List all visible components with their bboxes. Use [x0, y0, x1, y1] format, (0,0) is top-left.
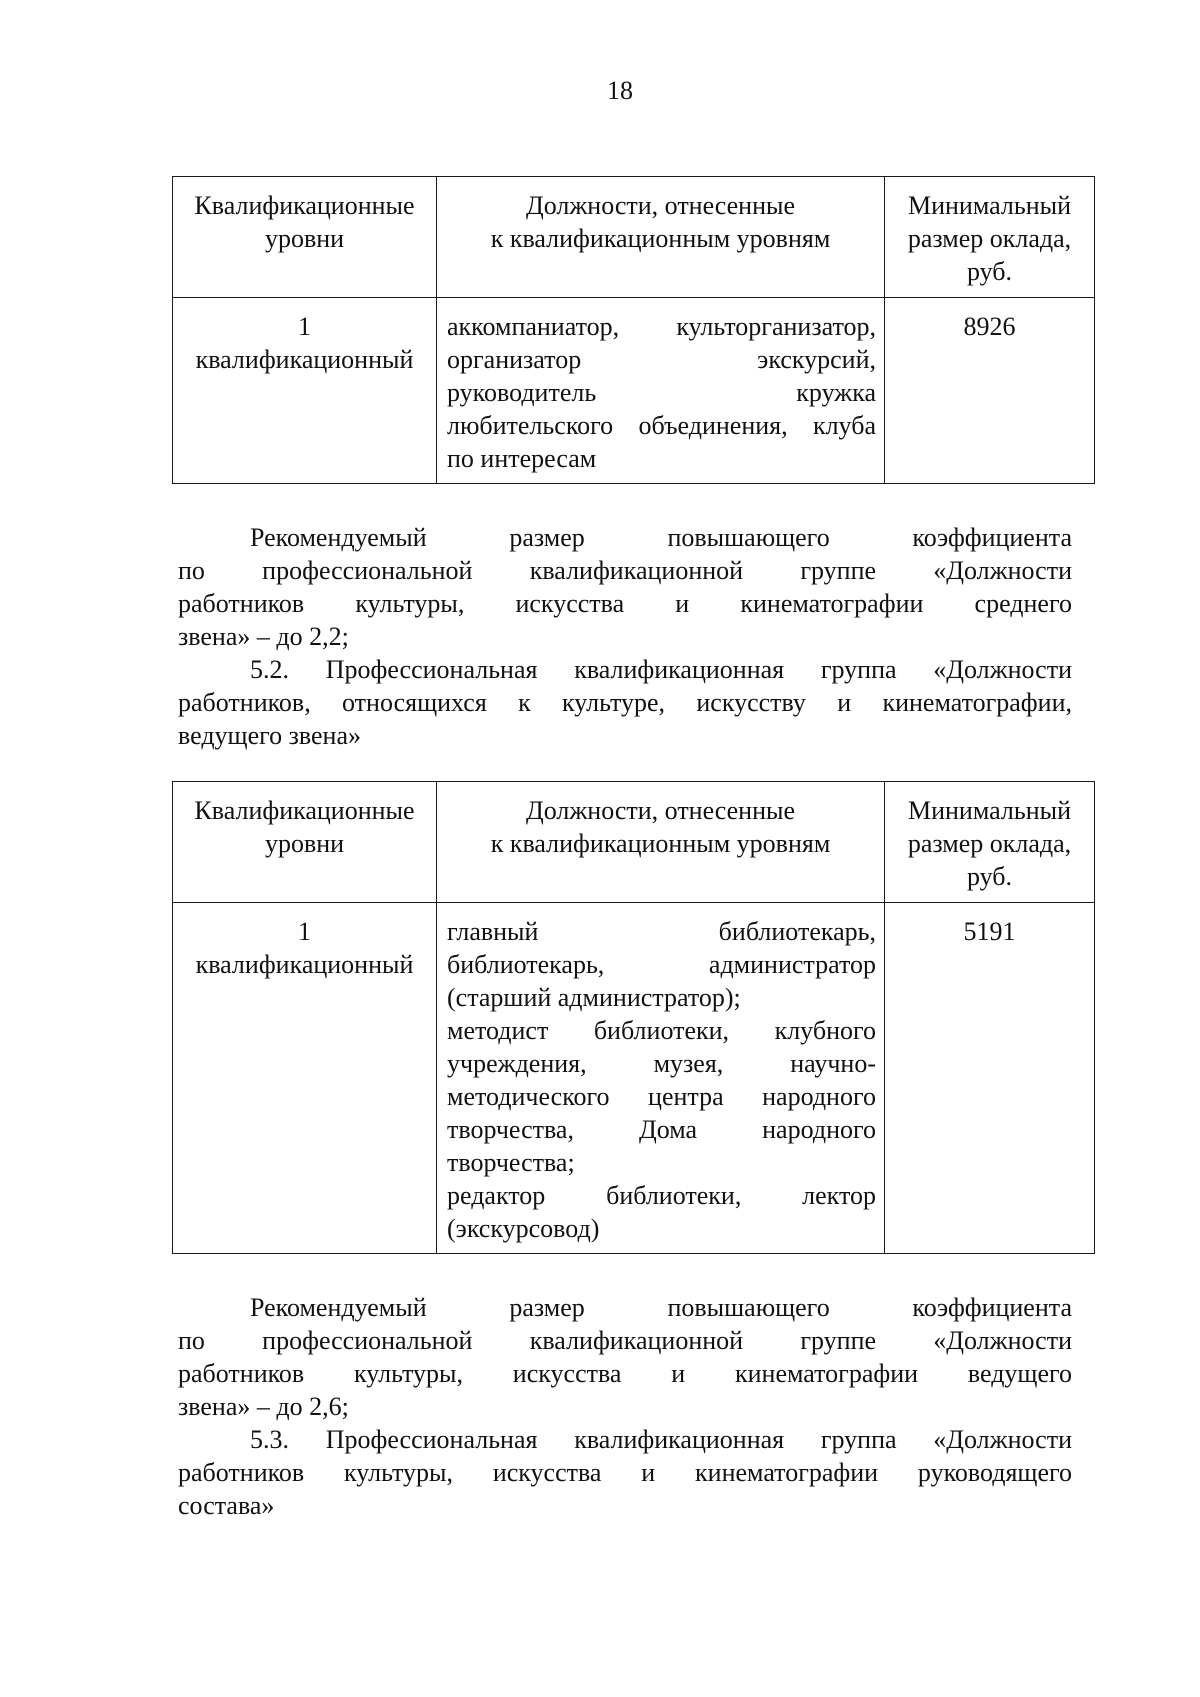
paragraph-line: Рекомендуемый размер повышающего коэффициента [250, 1293, 1072, 1322]
header-levels [173, 177, 437, 298]
paragraph-line: работников, относящихся к культуре, искусству и кинематографии, [178, 688, 1072, 717]
position-line: (экскурсовод) [447, 1214, 600, 1243]
header-salary-line: размер оклада, [907, 829, 1072, 858]
header-levels-line: Квалификационные [194, 796, 415, 825]
table-row [173, 298, 1095, 484]
header-levels-line: уровни [264, 829, 345, 858]
level-label: квалификационный [195, 950, 414, 979]
header-positions [437, 177, 885, 298]
header-salary-line: руб. [966, 862, 1013, 891]
section-5-2-heading [178, 653, 1072, 752]
header-levels-line: уровни [264, 224, 345, 253]
qualification-table-2 [172, 781, 1095, 1254]
position-line: (старший администратор); [447, 983, 741, 1012]
position-line: учреждения, музея, научно- [447, 1049, 876, 1078]
header-positions-line: Должности, отнесенные [525, 191, 796, 220]
header-levels-line: Квалификационные [194, 191, 415, 220]
header-positions-line: к квалификационным уровням [490, 829, 831, 858]
level-cell [173, 298, 437, 484]
table-header-row [173, 177, 1095, 298]
level-cell [173, 903, 437, 1254]
salary-value: 5191 [963, 917, 1016, 946]
paragraph-line: звена» – до 2,6; [178, 1392, 349, 1421]
position-line: по интересам [447, 444, 597, 473]
paragraph-line: работников культуры, искусства и кинематографии руководящего [178, 1458, 1072, 1487]
header-salary-line: Минимальный [907, 796, 1072, 825]
table-header-row [173, 782, 1095, 903]
paragraph-line: работников культуры, искусства и кинематографии ведущего [178, 1359, 1072, 1388]
level-number: 1 [298, 312, 311, 341]
header-salary [885, 782, 1095, 903]
header-salary-line: размер оклада, [907, 224, 1072, 253]
paragraph-line: по профессиональной квалификационной группе «Должности [178, 1326, 1072, 1355]
position-line: аккомпаниатор, культорганизатор, [447, 312, 876, 341]
coefficient-paragraph-2 [178, 1291, 1072, 1423]
position-line: библиотекарь, администратор [447, 950, 876, 979]
position-line: главный библиотекарь, [447, 917, 876, 946]
header-positions-line: к квалификационным уровням [490, 224, 831, 253]
header-salary-line: Минимальный [907, 191, 1072, 220]
paragraph-line: звена» – до 2,2; [178, 622, 349, 651]
paragraph-line: работников культуры, искусства и кинематографии среднего [178, 589, 1072, 618]
header-salary [885, 177, 1095, 298]
level-number: 1 [298, 917, 311, 946]
header-levels [173, 782, 437, 903]
salary-cell [885, 298, 1095, 484]
qualification-table-1 [172, 176, 1095, 484]
position-line: методического центра народного [447, 1082, 876, 1111]
paragraph-line: 5.3. Профессиональная квалификационная группа «Должности [250, 1425, 1072, 1454]
table-row [173, 903, 1095, 1254]
position-line: руководитель кружка [447, 378, 876, 407]
position-line: творчества; [447, 1148, 575, 1177]
header-salary-line: руб. [966, 257, 1013, 286]
position-line: организатор экскурсий, [447, 345, 876, 374]
position-line: редактор библиотеки, лектор [447, 1181, 876, 1210]
salary-value: 8926 [963, 312, 1016, 341]
positions-cell [437, 298, 885, 484]
paragraph-line: ведущего звена» [178, 721, 362, 750]
header-positions-line: Должности, отнесенные [525, 796, 796, 825]
section-5-3-heading [178, 1423, 1072, 1522]
page-number: 18 [607, 76, 633, 105]
coefficient-paragraph-1 [178, 521, 1072, 653]
paragraph-line: 5.2. Профессиональная квалификационная группа «Должности [250, 655, 1072, 684]
header-positions [437, 782, 885, 903]
position-line: любительского объединения, клуба [447, 411, 876, 440]
paragraph-line: Рекомендуемый размер повышающего коэффициента [250, 523, 1072, 552]
paragraph-line: по профессиональной квалификационной группе «Должности [178, 556, 1072, 585]
level-label: квалификационный [195, 345, 414, 374]
positions-cell [437, 903, 885, 1254]
position-line: творчества, Дома народного [447, 1115, 876, 1144]
salary-cell [885, 903, 1095, 1254]
position-line: методист библиотеки, клубного [447, 1016, 876, 1045]
paragraph-line: состава» [178, 1491, 275, 1520]
